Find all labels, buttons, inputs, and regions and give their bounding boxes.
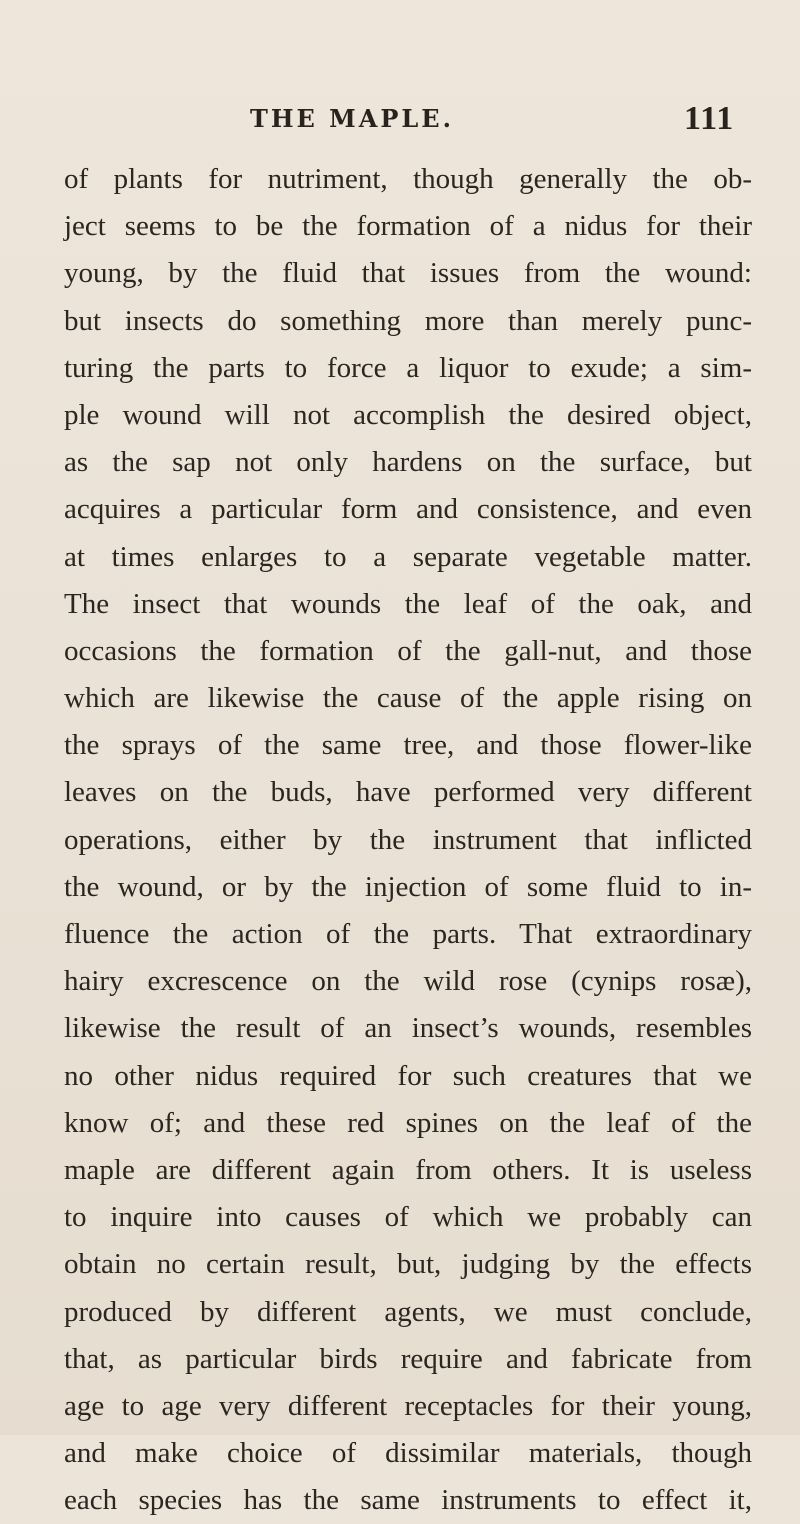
text-line: ject seems to be the formation of a nidus for their: [64, 210, 752, 243]
text-line: likewise the result of an insect’s wounds, resembles: [64, 1012, 752, 1045]
text-line: but insects do something more than merely punc-: [64, 304, 752, 337]
text-line: as the sap not only hardens on the surface, but: [64, 446, 752, 479]
text-line: that, as particular birds require and fabricate from: [64, 1342, 752, 1375]
text-line: operations, either by the instrument that inflicted: [64, 823, 752, 856]
text-line: age to age very different receptacles for their young,: [64, 1389, 752, 1422]
text-line: young, by the fluid that issues from the wound:: [64, 257, 752, 290]
text-line: and make choice of dissimilar materials, though: [64, 1437, 752, 1470]
text-line: obtain no certain result, but, judging by the effects: [64, 1248, 752, 1281]
body-text: [64, 156, 752, 1524]
running-head: [0, 100, 800, 144]
page-number: 111: [684, 100, 735, 137]
text-line: know of; and these red spines on the leaf of the: [64, 1106, 752, 1139]
text-line: maple are different again from others. It is useless: [64, 1153, 752, 1186]
text-line: acquires a particular form and consistence, and even: [64, 493, 752, 526]
text-line: produced by different agents, we must conclude,: [64, 1295, 752, 1328]
text-line: of plants for nutriment, though generally the ob-: [64, 163, 752, 195]
text-line: ple wound will not accomplish the desired object,: [64, 398, 752, 431]
text-line: no other nidus required for such creatures that we: [64, 1059, 752, 1092]
text-line: each species has the same instruments to effect it,: [64, 1484, 752, 1517]
text-line: the sprays of the same tree, and those flower-like: [64, 729, 752, 762]
text-line: the wound, or by the injection of some fluid to in-: [64, 870, 752, 903]
running-title: THE MAPLE.: [250, 104, 454, 133]
text-line: The insect that wounds the leaf of the oak, and: [64, 587, 752, 620]
text-line: to inquire into causes of which we probably can: [64, 1201, 752, 1234]
text-line: which are likewise the cause of the apple rising on: [64, 682, 752, 715]
text-line: hairy excrescence on the wild rose (cynips rosæ),: [64, 965, 752, 998]
text-line: at times enlarges to a separate vegetable matter.: [64, 540, 752, 573]
text-line: fluence the action of the parts. That extraordinary: [64, 918, 752, 950]
text-line: turing the parts to force a liquor to exude; a sim-: [64, 351, 752, 384]
text-line: leaves on the buds, have performed very different: [64, 776, 752, 809]
text-line: occasions the formation of the gall-nut, and those: [64, 634, 752, 667]
